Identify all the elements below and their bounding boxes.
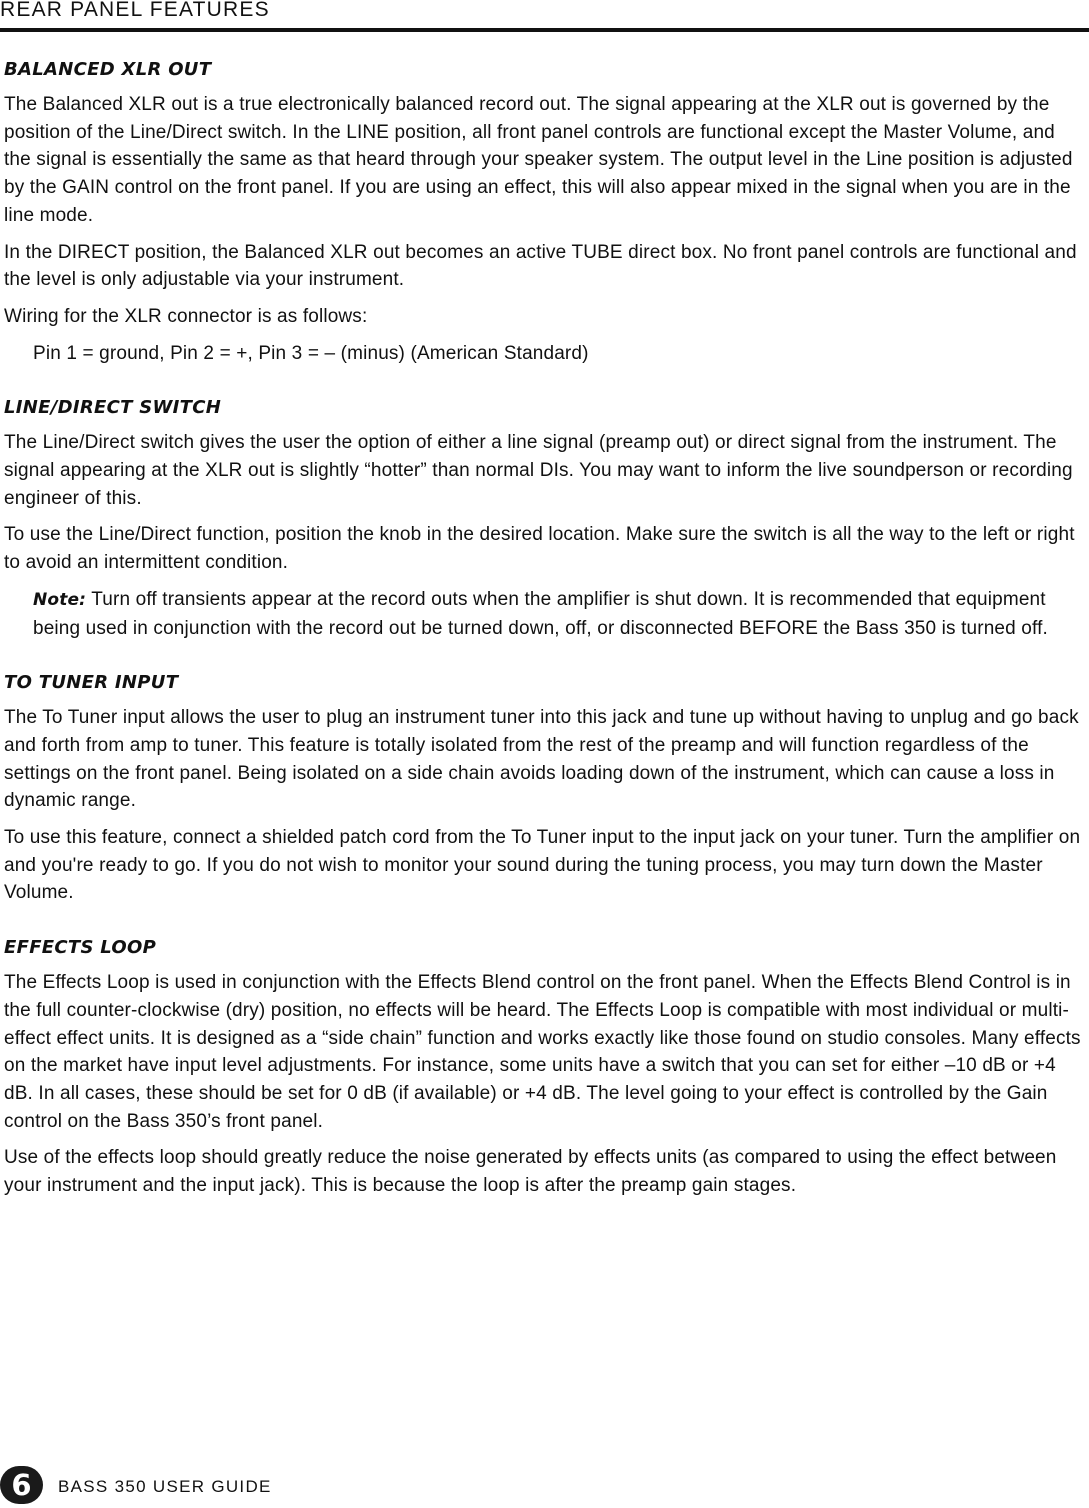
note-label: Note: [33, 589, 87, 610]
footer-guide-title: BASS 350 USER GUIDE [58, 1477, 272, 1496]
paragraph: Use of the effects loop should greatly reduce the noise generated by effects units (as compared to using the effect between your instrument and the input jack). This is because the loop is after the preamp gain stages. [4, 1147, 1057, 1197]
section-balanced-xlr-out [4, 56, 1082, 367]
paragraph: The Effects Loop is used in conjunction with the Effects Blend control on the front panel. When the Effects Blend Control is in the full counter-clockwise (dry) position, no effects will be heard. The Effects Loop is compatible with most individual or multi-effect effect units. It is designed as a “side chain” function and works exactly like those found on studio consoles. Many effects on the market have input level adjustments. For instance, some units have a switch that you can set for either –10 dB or +4 dB. In all cases, these should be set for 0 dB (if available) or +4 dB. The level going to your effect is controlled by the Gain control on the Bass 350’s front panel. [4, 972, 1081, 1132]
paragraph: To use the Line/Direct function, position the knob in the desired location. Make sure the switch is all the way to the left or right to avoid an intermittent condition. [4, 524, 1075, 574]
section-heading: BALANCED XLR OUT [4, 59, 212, 80]
xlr-wiring-pinout: Pin 1 = ground, Pin 2 = +, Pin 3 = – (minus) (American Standard) [33, 342, 589, 364]
page-header [0, 0, 1089, 32]
paragraph: The Balanced XLR out is a true electronically balanced record out. The signal appearing at the XLR out is governed by the position of the Line/Direct switch. In the LINE position, all front panel controls are functional except the Master Volume, and the signal is essentially the same as that heard through your speaker system. The output level in the Line position is adjusted by the GAIN control on the front panel. If you are using an effect, this will also appear mixed in the signal when you are in the line mode. [4, 94, 1073, 226]
note-block [4, 586, 1082, 642]
section-line-direct-switch [4, 394, 1082, 642]
note-text: Turn off transients appear at the record outs when the amplifier is shut down. It is recommended that equipment being used in conjunction with the record out be turned down, off, or disconnected BEFORE the Bass 350 is turned off. [33, 588, 1048, 639]
section-effects-loop [4, 934, 1082, 1200]
page-title: REAR PANEL FEATURES [0, 0, 270, 21]
paragraph: The To Tuner input allows the user to plug an instrument tuner into this jack and tune up without having to unplug and go back and forth from amp to tuner. This feature is totally isolated from the rest of the preamp and will function regardless of the settings on the front panel. Being isolated on a side chain avoids loading down of the instrument, which can cause a loss in dynamic range. [4, 707, 1079, 812]
paragraph: To use this feature, connect a shielded patch cord from the To Tuner input to the input jack on your tuner. Turn the amplifier on and you're ready to go. If you do not wish to monitor your sound during the tuning process, you may turn down the Master Volume. [4, 827, 1081, 904]
page-footer [0, 1466, 600, 1504]
section-to-tuner-input [4, 669, 1082, 907]
main-content [4, 56, 1082, 1227]
section-heading: LINE/DIRECT SWITCH [4, 397, 222, 419]
paragraph: The Line/Direct switch gives the user the option of either a line signal (preamp out) or direct signal from the instrument. The signal appearing at the XLR out is slightly “hotter” than normal DIs. You may want to inform the live soundperson or recording engineer of this. [4, 432, 1073, 509]
section-heading: EFFECTS LOOP [4, 937, 157, 959]
page-number-badge: 6 [0, 1466, 43, 1504]
paragraph: Wiring for the XLR connector is as follows: [4, 305, 368, 327]
section-heading: TO TUNER INPUT [4, 672, 179, 694]
paragraph: In the DIRECT position, the Balanced XLR out becomes an active TUBE direct box. No front panel controls are functional and the level is only adjustable via your instrument. [4, 241, 1077, 291]
